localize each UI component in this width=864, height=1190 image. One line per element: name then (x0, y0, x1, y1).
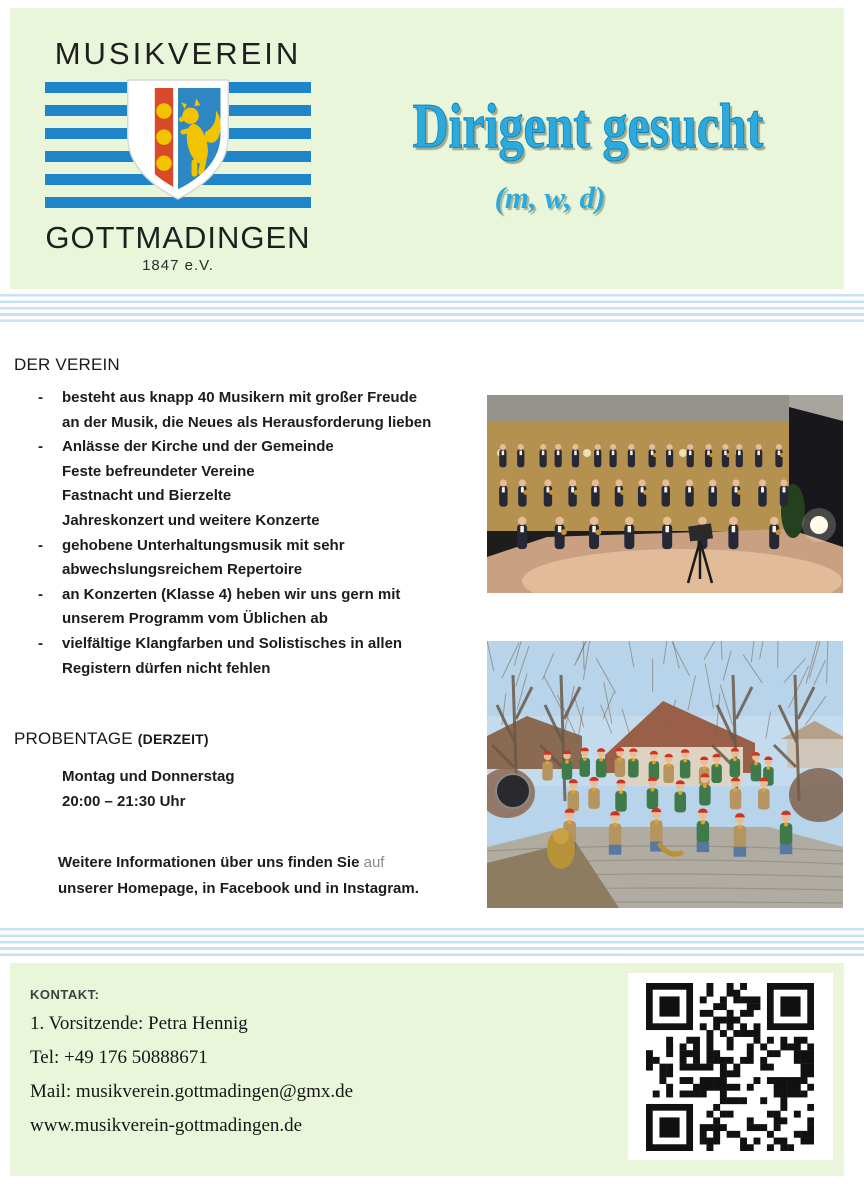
bullet-line: Fastnacht und Bierzelte (62, 487, 232, 505)
list-item (14, 632, 484, 681)
section-heading-probentage (14, 729, 209, 749)
contact-heading: KONTAKT: (30, 987, 100, 1002)
page-title: Dirigent gesucht (412, 90, 764, 161)
verein-bullet-list (14, 386, 484, 681)
bullet-line: Jahreskonzert und weitere Konzerte (62, 511, 320, 529)
bullet-line: unserem Programm vom Üblichen ab (62, 610, 328, 628)
bullet-line: vielfältige Klangfarben und Solistisches in allen (62, 634, 403, 652)
list-item (14, 435, 484, 533)
concert-photo (487, 395, 843, 593)
music-staff-divider (0, 928, 864, 958)
club-logo (40, 34, 316, 274)
contact-email: Mail: musikverein.gottmadingen@gmx.de (30, 1081, 354, 1102)
contact-phone: Tel: +49 176 50888671 (30, 1047, 208, 1068)
org-name-bottom: GOTTMADINGEN (45, 220, 311, 255)
page-subtitle: (m, w, d) (494, 180, 606, 215)
rehearsal-times (62, 764, 235, 814)
rehearsal-hours: 20:00 – 21:30 Uhr (62, 793, 186, 810)
coat-of-arms-icon (120, 76, 236, 204)
bullet-line: Feste befreundeter Vereine (62, 462, 255, 480)
bullet-line: an der Musik, die Neues als Herausforderung lieben (62, 413, 432, 431)
footer-panel (10, 963, 844, 1176)
info-line-1-light: auf (363, 854, 385, 871)
bullet-marker: - (38, 585, 43, 603)
bullet-marker: - (38, 389, 43, 406)
bullet-marker: - (38, 536, 43, 554)
probentage-label: PROBENTAGE (14, 729, 133, 748)
title-block (330, 74, 846, 216)
bullet-line: Anlässe der Kirche und der Gemeinde (62, 438, 334, 456)
list-item (14, 583, 484, 632)
bullet-marker: - (38, 634, 43, 652)
section-heading-verein: DER VEREIN (14, 355, 120, 374)
more-info-text (58, 850, 419, 901)
bullet-line: an Konzerten (Klasse 4) heben wir uns gern mit (62, 585, 401, 603)
rehearsal-days: Montag und Donnerstag (62, 768, 235, 785)
qr-code (628, 973, 833, 1160)
list-item (14, 386, 484, 435)
org-name-top: MUSIKVEREIN (54, 36, 302, 71)
header-panel (10, 8, 844, 289)
probentage-suffix: (DERZEIT) (137, 731, 209, 747)
music-staff-divider (0, 294, 864, 322)
carnival-group-photo (487, 641, 843, 908)
bullet-line: Registern dürfen nicht fehlen (62, 659, 271, 677)
bullet-line: gehobene Unterhaltungsmusik mit sehr (62, 536, 345, 554)
info-line-1: Weitere Informationen über uns finden Sie (58, 854, 360, 871)
bullet-marker: - (38, 438, 43, 456)
contact-website: www.musikverein-gottmadingen.de (30, 1115, 303, 1136)
bullet-line: abwechslungsreichem Repertoire (62, 561, 303, 579)
contact-chairwoman: 1. Vorsitzende: Petra Hennig (30, 1013, 248, 1034)
info-line-2: unserer Homepage, in Facebook und in Instagram. (58, 879, 419, 897)
contact-block (30, 1007, 353, 1143)
list-item (14, 534, 484, 583)
org-founded: 1847 e.V. (142, 257, 214, 274)
logo-stripes (45, 82, 311, 208)
bullet-line: besteht aus knapp 40 Musikern mit großer Freude (62, 389, 418, 406)
